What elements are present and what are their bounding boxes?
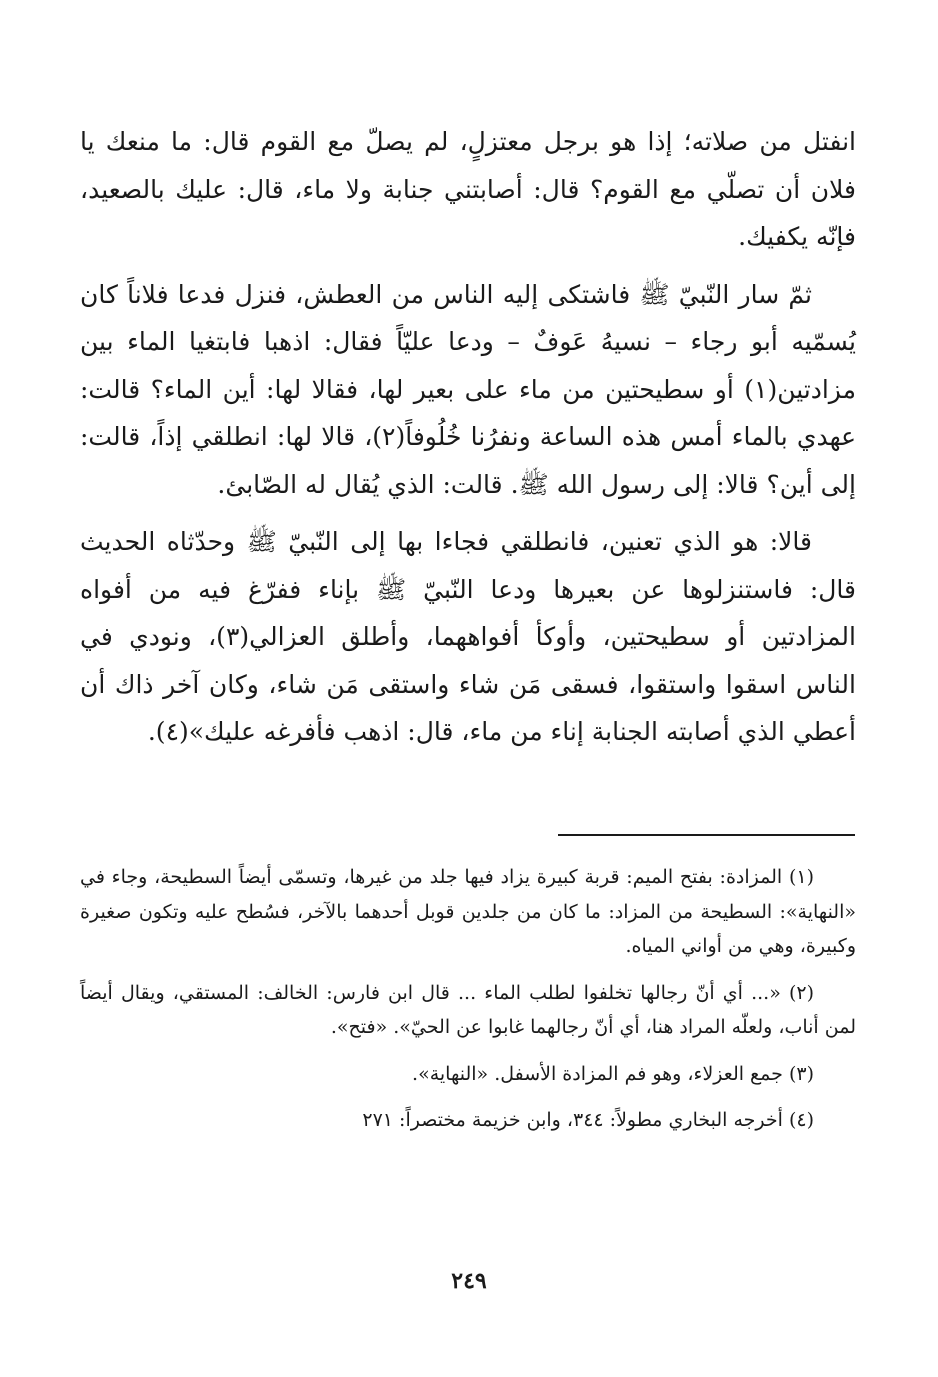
footnote-2: (٢) «... أي أنّ رجالها تخلفوا لطلب الماء ... قال ابن فارس: الخالف: المستقي، ويقال أيضاً لمن أناب، ولعلّه المراد هنا، أي أنّ رجالهما غابوا عن الحيّ». «فتح». [80, 981, 856, 1038]
paragraph-2: ثمّ سار النّبيّ ﷺ فاشتكى إليه الناس من العطش، فنزل فدعا فلاناً كان يُسمّيه أبو رجاء – نسيهُ عَوفٌ – ودعا عليّاً فقال: اذهبا فابتغيا الماء بين مزادتين(١) أو سطيحتين من ماء على بعير لها، فقالا لها: أين الماء؟ قالت: عهدي بالماء أمس هذه الساعة ونفرُنا خُلُوفاً(٢)، قالا لها: انطلقي إذاً، قالت: إلى أين؟ قالا: إلى رسول الله ﷺ. قالت: الذي يُقال له الصّابئ. [80, 279, 857, 499]
page-number: ٢٤٩ [451, 1268, 487, 1294]
footnote-3: (٣) جمع العزلاء، وهو فم المزادة الأسفل. «النهاية». [412, 1062, 814, 1085]
footnote-4: (٤) أخرجه البخاري مطولاً: ٣٤٤، وابن خزيمة مختصراً: ٢٧١ [362, 1109, 814, 1131]
footnote-separator [558, 834, 855, 836]
main-text [80, 118, 856, 766]
paragraph-3: قالا: هو الذي تعنين، فانطلقي فجاءا بها إلى النّبيّ ﷺ وحدّثاه الحديث قال: فاستنزلوها عن بعيرها ودعا النّبيّ ﷺ بإناء ففرّغ فيه من أفواه المزادتين أو سطيحتين، وأوكأ أفواههما، وأطلق العزالي(٣)، ونودي في الناس اسقوا واستقوا، فسقى مَن شاء واستقى مَن شاء، وكان آخر ذاك أن أعطي الذي أصابته الجنابة إناء من ماء، قال: اذهب فأفرغه عليك»(٤). [80, 527, 856, 746]
paragraph-1: انفتل من صلاته؛ إذا هو برجل معتزلٍ، لم يصلّ مع القوم قال: ما منعك يا فلان أن تصلّي مع القوم؟ قال: أصابتني جنابة ولا ماء، قال: عليك بالصعيد، فإنّه يكفيك. [80, 127, 856, 251]
footnotes [80, 860, 856, 1150]
footnote-1: (١) المزادة: بفتح الميم: قربة كبيرة يزاد فيها جلد من غيرها، وتسمّى أيضاً السطيحة، وجاء في «النهاية»: السطيحة من المزاد: ما كان من جلدين قوبل أحدهما بالآخر، فسُطح عليه وتكون صغيرة وكبيرة، وهي من أواني المياه. [80, 866, 856, 957]
